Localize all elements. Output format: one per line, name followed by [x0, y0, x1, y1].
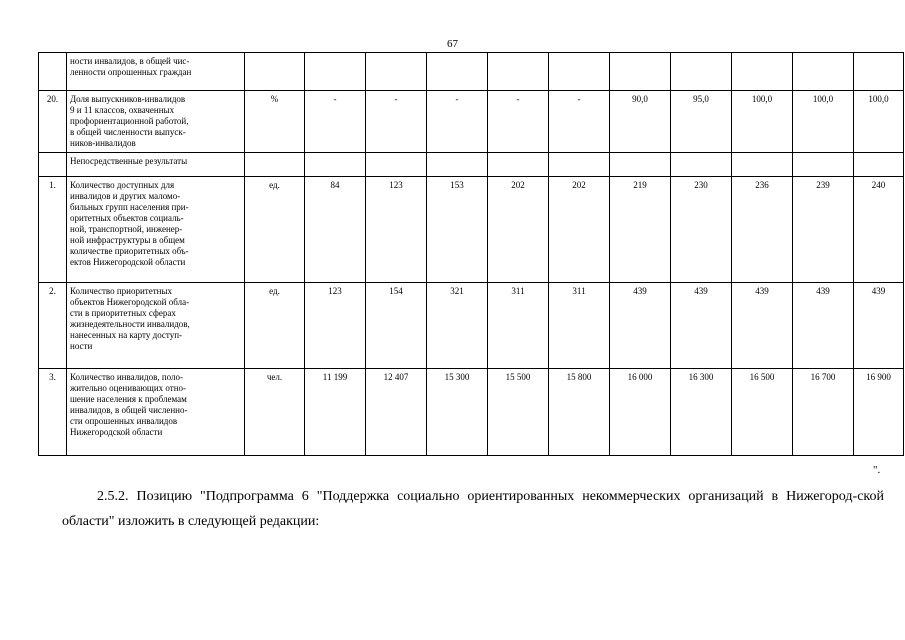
value-cell [549, 153, 610, 177]
value-cell: 321 [427, 283, 488, 369]
table-body [39, 53, 904, 456]
table-row [39, 91, 904, 153]
indicator-name-cell: Непосредственные результаты [67, 153, 245, 177]
table-row [39, 153, 904, 177]
value-cell [488, 153, 549, 177]
value-cell [366, 153, 427, 177]
row-number-cell [39, 53, 67, 91]
unit-cell: % [245, 91, 305, 153]
value-cell [854, 53, 904, 91]
indicator-name-cell: Количество приоритетных объектов Нижегородской обла- сти в приоритетных сферах жизнедеятельности инвалидов, нанесенных на карту доступ- ности [67, 283, 245, 369]
value-cell: 12 407 [366, 369, 427, 456]
value-cell: 16 300 [671, 369, 732, 456]
value-cell: - [488, 91, 549, 153]
value-cell: 240 [854, 177, 904, 283]
value-cell: 16 700 [793, 369, 854, 456]
value-cell: - [549, 91, 610, 153]
value-cell [427, 153, 488, 177]
value-cell: - [305, 91, 366, 153]
value-cell: 202 [488, 177, 549, 283]
table-row [39, 369, 904, 456]
value-cell: 311 [549, 283, 610, 369]
value-cell [671, 53, 732, 91]
value-cell: 154 [366, 283, 427, 369]
value-cell: - [427, 91, 488, 153]
value-cell: 100,0 [854, 91, 904, 153]
table-row [39, 177, 904, 283]
indicator-name-cell: Количество доступных для инвалидов и других маломо- бильных групп населения при- оритетных объектов социаль- ной, транспортной, инженер- ной инфраструктуры в общем количестве приоритетных объ- ектов Нижегородской области [67, 177, 245, 283]
value-cell: 202 [549, 177, 610, 283]
value-cell [793, 53, 854, 91]
value-cell [488, 53, 549, 91]
value-cell [427, 53, 488, 91]
indicator-name-cell: Доля выпускников-инвалидов 9 и 11 классов, охваченных профориентационной работой, в общей численности выпуск- ников-инвалидов [67, 91, 245, 153]
value-cell [671, 153, 732, 177]
row-number-cell: 2. [39, 283, 67, 369]
value-cell: 123 [366, 177, 427, 283]
value-cell [366, 53, 427, 91]
value-cell: 16 500 [732, 369, 793, 456]
value-cell: 239 [793, 177, 854, 283]
unit-cell [245, 53, 305, 91]
value-cell: 16 900 [854, 369, 904, 456]
value-cell [610, 153, 671, 177]
value-cell [610, 53, 671, 91]
paragraph-text: 2.5.2. Позицию "Подпрограмма 6 "Поддержка социально ориентированных некоммерческих организаций в Нижегород-ской области" изложить в следующей редакции: [62, 489, 884, 529]
value-cell: 11 199 [305, 369, 366, 456]
value-cell: 219 [610, 177, 671, 283]
value-cell: 230 [671, 177, 732, 283]
value-cell: 15 300 [427, 369, 488, 456]
value-cell [732, 53, 793, 91]
row-number-cell [39, 153, 67, 177]
value-cell: 15 500 [488, 369, 549, 456]
value-cell: 153 [427, 177, 488, 283]
value-cell: 311 [488, 283, 549, 369]
table-row [39, 283, 904, 369]
value-cell: 90,0 [610, 91, 671, 153]
unit-cell [245, 153, 305, 177]
value-cell [549, 53, 610, 91]
row-number-cell: 20. [39, 91, 67, 153]
unit-cell: ед. [245, 283, 305, 369]
value-cell: 439 [732, 283, 793, 369]
body-paragraph [62, 484, 884, 534]
unit-cell: чел. [245, 369, 305, 456]
closing-quote-mark: ". [873, 464, 881, 476]
value-cell [732, 153, 793, 177]
value-cell: 439 [854, 283, 904, 369]
indicator-name-cell: Количество инвалидов, поло- жительно оценивающих отно- шение населения к проблемам инвалидов, в общей численно- сти опрошенных инвалидов Нижегородской области [67, 369, 245, 456]
value-cell: 439 [610, 283, 671, 369]
value-cell: 16 000 [610, 369, 671, 456]
value-cell: 84 [305, 177, 366, 283]
row-number-cell: 1. [39, 177, 67, 283]
indicator-name-cell: ности инвалидов, в общей чис- ленности опрошенных граждан [67, 53, 245, 91]
value-cell [305, 53, 366, 91]
value-cell: 95,0 [671, 91, 732, 153]
value-cell [305, 153, 366, 177]
unit-cell: ед. [245, 177, 305, 283]
indicators-table [38, 52, 904, 456]
value-cell: 100,0 [793, 91, 854, 153]
row-number-cell: 3. [39, 369, 67, 456]
value-cell: 100,0 [732, 91, 793, 153]
page-number: 67 [447, 38, 458, 50]
value-cell: 236 [732, 177, 793, 283]
value-cell: - [366, 91, 427, 153]
value-cell [854, 153, 904, 177]
value-cell: 15 800 [549, 369, 610, 456]
value-cell: 439 [671, 283, 732, 369]
value-cell [793, 153, 854, 177]
table-row [39, 53, 904, 91]
value-cell: 123 [305, 283, 366, 369]
value-cell: 439 [793, 283, 854, 369]
